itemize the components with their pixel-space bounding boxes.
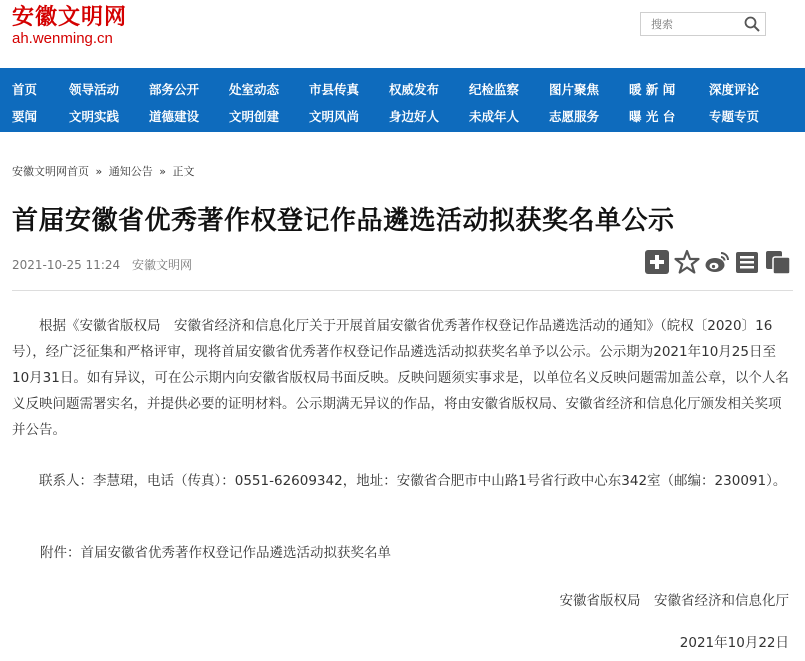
article-contact xyxy=(12,468,792,494)
star-icon[interactable] xyxy=(674,248,700,276)
nav-row-1 xyxy=(0,76,805,103)
article-meta xyxy=(12,256,200,273)
article-source: 安徽文明网 xyxy=(131,258,192,272)
nav-item[interactable]: 暖 新 闻 xyxy=(629,82,676,97)
nav-item[interactable]: 曝 光 台 xyxy=(629,109,676,124)
nav-item[interactable]: 文明创建 xyxy=(229,109,280,124)
nav-item[interactable]: 深度评论 xyxy=(709,82,760,97)
breadcrumb xyxy=(12,163,197,179)
nav-item[interactable]: 道德建设 xyxy=(149,109,200,124)
nav-item[interactable]: 文明风尚 xyxy=(309,109,360,124)
breadcrumb-separator: » xyxy=(95,165,103,178)
nav-item[interactable]: 部务公开 xyxy=(149,82,200,97)
search-icon[interactable] xyxy=(743,15,761,33)
nav-item[interactable]: 图片聚焦 xyxy=(549,82,600,97)
logo-title: 安徽文明网 xyxy=(12,5,128,30)
nav-item[interactable]: 要闻 xyxy=(12,109,38,124)
breadcrumb-home-link[interactable]: 安徽文明网首页 xyxy=(12,165,89,178)
nav-row-2 xyxy=(0,103,805,130)
article-paragraph: 根据《安徽省版权局 安徽省经济和信息化厅关于开展首届安徽省优秀著作权登记作品遴选活动的通知》（皖权〔2020〕16号），经广泛征集和严格评审，现将首届安徽省优秀著作权登记作品遴选活动拟获奖名单予以公示。公示期为2021年10月25日至10月31日。如有异议，可在公示期内向安徽省版权局书面反映。反映问题须实事求是，以单位名义反映问题需加盖公章，以个人名义反映问题需署实名，并提供必要的证明材料。公示期满无异议的作品，将由安徽省版权局、安徽省经济和信息化厅颁发相关奖项并公告。 xyxy=(12,318,789,438)
logo-domain: ah.wenming.cn xyxy=(12,30,113,47)
article-date: 2021-10-25 11:24 xyxy=(12,258,121,272)
main-nav xyxy=(0,68,805,132)
print-icon[interactable] xyxy=(734,248,760,276)
weibo-icon[interactable] xyxy=(704,248,730,276)
search-box xyxy=(640,12,766,36)
nav-item[interactable]: 志愿服务 xyxy=(549,109,600,124)
breadcrumb-notice-link[interactable]: 通知公告 xyxy=(108,165,153,178)
article-body xyxy=(12,313,792,443)
search-input[interactable] xyxy=(641,15,747,35)
attachment-link[interactable]: 附件：首届安徽省优秀著作权登记作品遴选活动拟获奖名单 xyxy=(40,545,391,561)
article-title: 首届安徽省优秀著作权登记作品遴选活动拟获奖名单公示 xyxy=(12,206,675,236)
site-header xyxy=(0,0,805,68)
nav-item[interactable]: 身边好人 xyxy=(389,109,440,124)
nav-item[interactable]: 文明实践 xyxy=(69,109,120,124)
nav-item[interactable]: 专题专页 xyxy=(709,109,760,124)
nav-item[interactable]: 权威发布 xyxy=(389,82,440,97)
breadcrumb-separator: » xyxy=(159,165,166,178)
add-icon[interactable] xyxy=(644,248,670,276)
contact-paragraph: 联系人：李慧珺，电话（传真）：0551-62609342，地址：安徽省合肥市中山路1号省行政中心东342室（邮编：230091）。 xyxy=(39,473,787,489)
nav-item[interactable]: 领导活动 xyxy=(69,82,120,97)
article-signature: 安徽省版权局 安徽省经济和信息化厅 xyxy=(559,593,789,609)
nav-item[interactable]: 纪检监察 xyxy=(469,82,520,97)
copy-icon[interactable] xyxy=(764,248,790,276)
article-sign-date: 2021年10月22日 xyxy=(679,635,789,651)
site-logo[interactable] xyxy=(12,6,127,48)
nav-item[interactable]: 市县传真 xyxy=(309,82,360,97)
nav-item[interactable]: 首页 xyxy=(12,82,38,97)
breadcrumb-current: 正文 xyxy=(172,165,195,178)
nav-item[interactable]: 未成年人 xyxy=(469,109,520,124)
divider xyxy=(12,290,793,291)
nav-item[interactable]: 处室动态 xyxy=(229,82,280,97)
